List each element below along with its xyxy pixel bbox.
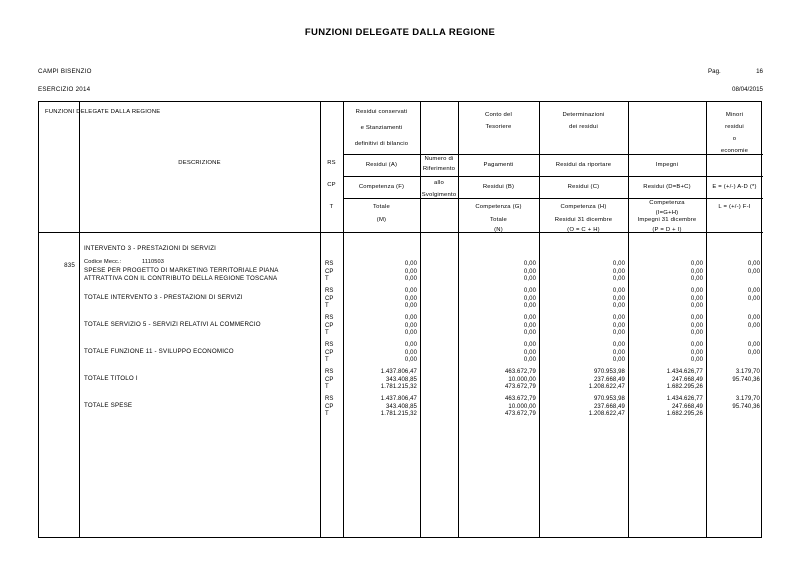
cell-value-d: 1.434.626,77 247.668,49 1.682.295,26 — [666, 369, 703, 391]
stub-t-label: T — [329, 204, 334, 210]
rule-rs-row — [343, 176, 763, 177]
row-rs-cp-t-labels: RS CP T — [325, 261, 334, 283]
cell-value-e: 0,00 0,00 — [747, 261, 760, 275]
codice-mecc-label: Codice Mecc.: — [84, 259, 122, 265]
col-a-group-line3: definitivi di bilancio — [354, 141, 409, 147]
cell-value-d: 1.434.626,77 247.668,49 1.682.295,26 — [666, 396, 703, 418]
col-e-rs-header: E = (+/-) A-D (*) — [712, 184, 757, 190]
cell-value-e: 0,00 0,00 — [747, 342, 760, 356]
cell-value-b: 0,00 0,00 0,00 — [523, 342, 536, 364]
cell-value-c: 970.953,98 237.668,49 1.208.622,47 — [588, 396, 625, 418]
row-rs-cp-t-labels: RS CP T — [325, 315, 334, 337]
col-a-t-header-line1: Totale — [373, 204, 390, 210]
col-c-group-line1: Determinazioni — [562, 112, 605, 118]
col-c-t-header-line2: (O = C + H) — [567, 227, 600, 233]
cell-value-d: 0,00 0,00 0,00 — [690, 342, 703, 364]
cell-value-c: 0,00 0,00 0,00 — [612, 288, 625, 310]
row-description: TOTALE SPESE — [84, 402, 133, 409]
cell-value-b: 463.672,79 10.000,00 473.672,79 — [504, 369, 536, 391]
col-e-group-line1: Minori — [725, 112, 744, 118]
cell-value-a: 0,00 0,00 0,00 — [404, 288, 417, 310]
cell-value-a: 1.437.806,47 343.408,85 1.781.215,32 — [380, 369, 417, 391]
col-ref-line1: Numero di — [424, 156, 454, 162]
cell-value-b: 0,00 0,00 0,00 — [523, 315, 536, 337]
row-description: TOTALE FUNZIONE 11 - SVILUPPO ECONOMICO — [84, 348, 234, 355]
col-ref-line3: allo — [434, 180, 444, 186]
page-label: Pag. — [708, 68, 721, 75]
row-description: TOTALE INTERVENTO 3 - PRESTAZIONI DI SERVIZI — [84, 294, 243, 301]
cell-value-a: 0,00 0,00 0,00 — [404, 261, 417, 283]
cell-value-c: 0,00 0,00 0,00 — [612, 342, 625, 364]
row-rs-cp-t-labels: RS CP T — [325, 369, 334, 391]
col-e-group-line3: o — [732, 136, 737, 142]
col-c-group-line2: dei residui — [568, 124, 599, 130]
col-a-cp-header: Competenza (F) — [358, 184, 405, 190]
row-rs-cp-t-labels: RS CP T — [325, 396, 334, 418]
row-description: INTERVENTO 3 - PRESTAZIONI DI SERVIZI — [84, 245, 217, 252]
row-description: SPESE PER PROGETTO DI MARKETING TERRITORIALE PIANA — [84, 267, 279, 274]
row-rs-cp-t-labels: RS CP T — [325, 288, 334, 310]
page-title: FUNZIONI DELEGATE DALLA REGIONE — [304, 27, 496, 38]
col-d-rs-header: Residui (D=B+C) — [643, 184, 691, 190]
row-description: ATTRATTIVA CON IL CONTRIBUTO DELLA REGIONE TOSCANA — [84, 275, 278, 282]
entity-name: CAMPI BISENZIO — [38, 68, 92, 75]
col-d-cp-header-line2: (I=G+H) — [655, 210, 679, 216]
col-c-t-header-line1: Residui 31 dicembre — [554, 217, 613, 223]
row-description: TOTALE SERVIZIO 5 - SERVIZI RELATIVI AL COMMERCIO — [84, 321, 261, 328]
col-a-rs-header: Residui (A) — [365, 162, 398, 168]
stub-rs-label: RS — [327, 160, 336, 166]
cell-value-e: 0,00 0,00 — [747, 315, 760, 329]
cell-value-c: 0,00 0,00 0,00 — [612, 315, 625, 337]
col-ref-line2: Riferimento — [422, 166, 456, 172]
cell-value-e: 3.179,70 95.740,36 — [732, 369, 760, 383]
cell-value-d: 0,00 0,00 0,00 — [690, 315, 703, 337]
row-code: 835 — [64, 262, 75, 269]
col-c-cp-header: Competenza (H) — [560, 204, 607, 210]
col-b-group-line1: Conto del — [484, 112, 513, 118]
cell-value-e: 3.179,70 95.740,36 — [732, 396, 760, 410]
cell-value-e: 0,00 0,00 — [747, 288, 760, 302]
page-number: 16 — [756, 68, 763, 75]
exercise-year: ESERCIZIO 2014 — [38, 86, 91, 93]
col-b-group-line2: Tesoriere — [485, 124, 512, 130]
col-d-t-header-line1: Impegni 31 dicembre — [637, 217, 697, 223]
col-c-rs-header: Residui (C) — [567, 184, 600, 190]
col-a-group-line2: e Stanziamenti — [360, 125, 403, 131]
col-d-cp-header-line1: Competenza — [649, 200, 685, 206]
stub-cp-label: CP — [327, 182, 336, 188]
col-ref-line4: Svolgimento — [421, 192, 457, 198]
description-header: DESCRIZIONE — [178, 160, 221, 166]
cell-value-a: 0,00 0,00 0,00 — [404, 315, 417, 337]
cell-value-d: 0,00 0,00 0,00 — [690, 288, 703, 310]
rule-b-sub — [458, 154, 539, 155]
budget-table — [38, 101, 762, 538]
col-b-cp-header: Competenza (G) — [475, 204, 522, 210]
row-description: TOTALE TITOLO I — [84, 375, 138, 382]
cell-value-a: 0,00 0,00 0,00 — [404, 342, 417, 364]
cell-value-b: 0,00 0,00 0,00 — [523, 261, 536, 283]
col-d-sub-header: Impegni — [655, 162, 679, 168]
codice-mecc-value: 1110503 — [142, 259, 164, 265]
col-a-t-header-line2: (M) — [376, 217, 387, 223]
cell-value-b: 0,00 0,00 0,00 — [523, 288, 536, 310]
cell-value-b: 463.672,79 10.000,00 473.672,79 — [504, 396, 536, 418]
row-rs-cp-t-labels: RS CP T — [325, 342, 334, 364]
col-e-group-line4: economie — [720, 148, 749, 154]
col-d-t-header-line2: (P = D + I) — [652, 227, 682, 233]
col-b-rs-header: Residui (B) — [482, 184, 515, 190]
document-date: 08/04/2015 — [732, 86, 763, 93]
table-corner-title: FUNZIONI DELEGATE DALLA REGIONE — [45, 109, 161, 115]
col-b-t-header-line1: Totale — [490, 217, 507, 223]
col-c-sub-header: Residui da riportare — [555, 162, 612, 168]
cell-value-d: 0,00 0,00 0,00 — [690, 261, 703, 283]
col-b-t-header-line2: (N) — [494, 227, 503, 233]
cell-value-c: 0,00 0,00 0,00 — [612, 261, 625, 283]
col-a-group-line1: Residui conservati — [355, 109, 408, 115]
col-b-sub-header: Pagamenti — [483, 162, 514, 168]
cell-value-c: 970.953,98 237.668,49 1.208.622,47 — [588, 369, 625, 391]
col-e-group-line2: residui — [725, 124, 744, 130]
col-e-cp-header: L = (+/-) F-I — [718, 204, 751, 210]
cell-value-a: 1.437.806,47 343.408,85 1.781.215,32 — [380, 396, 417, 418]
